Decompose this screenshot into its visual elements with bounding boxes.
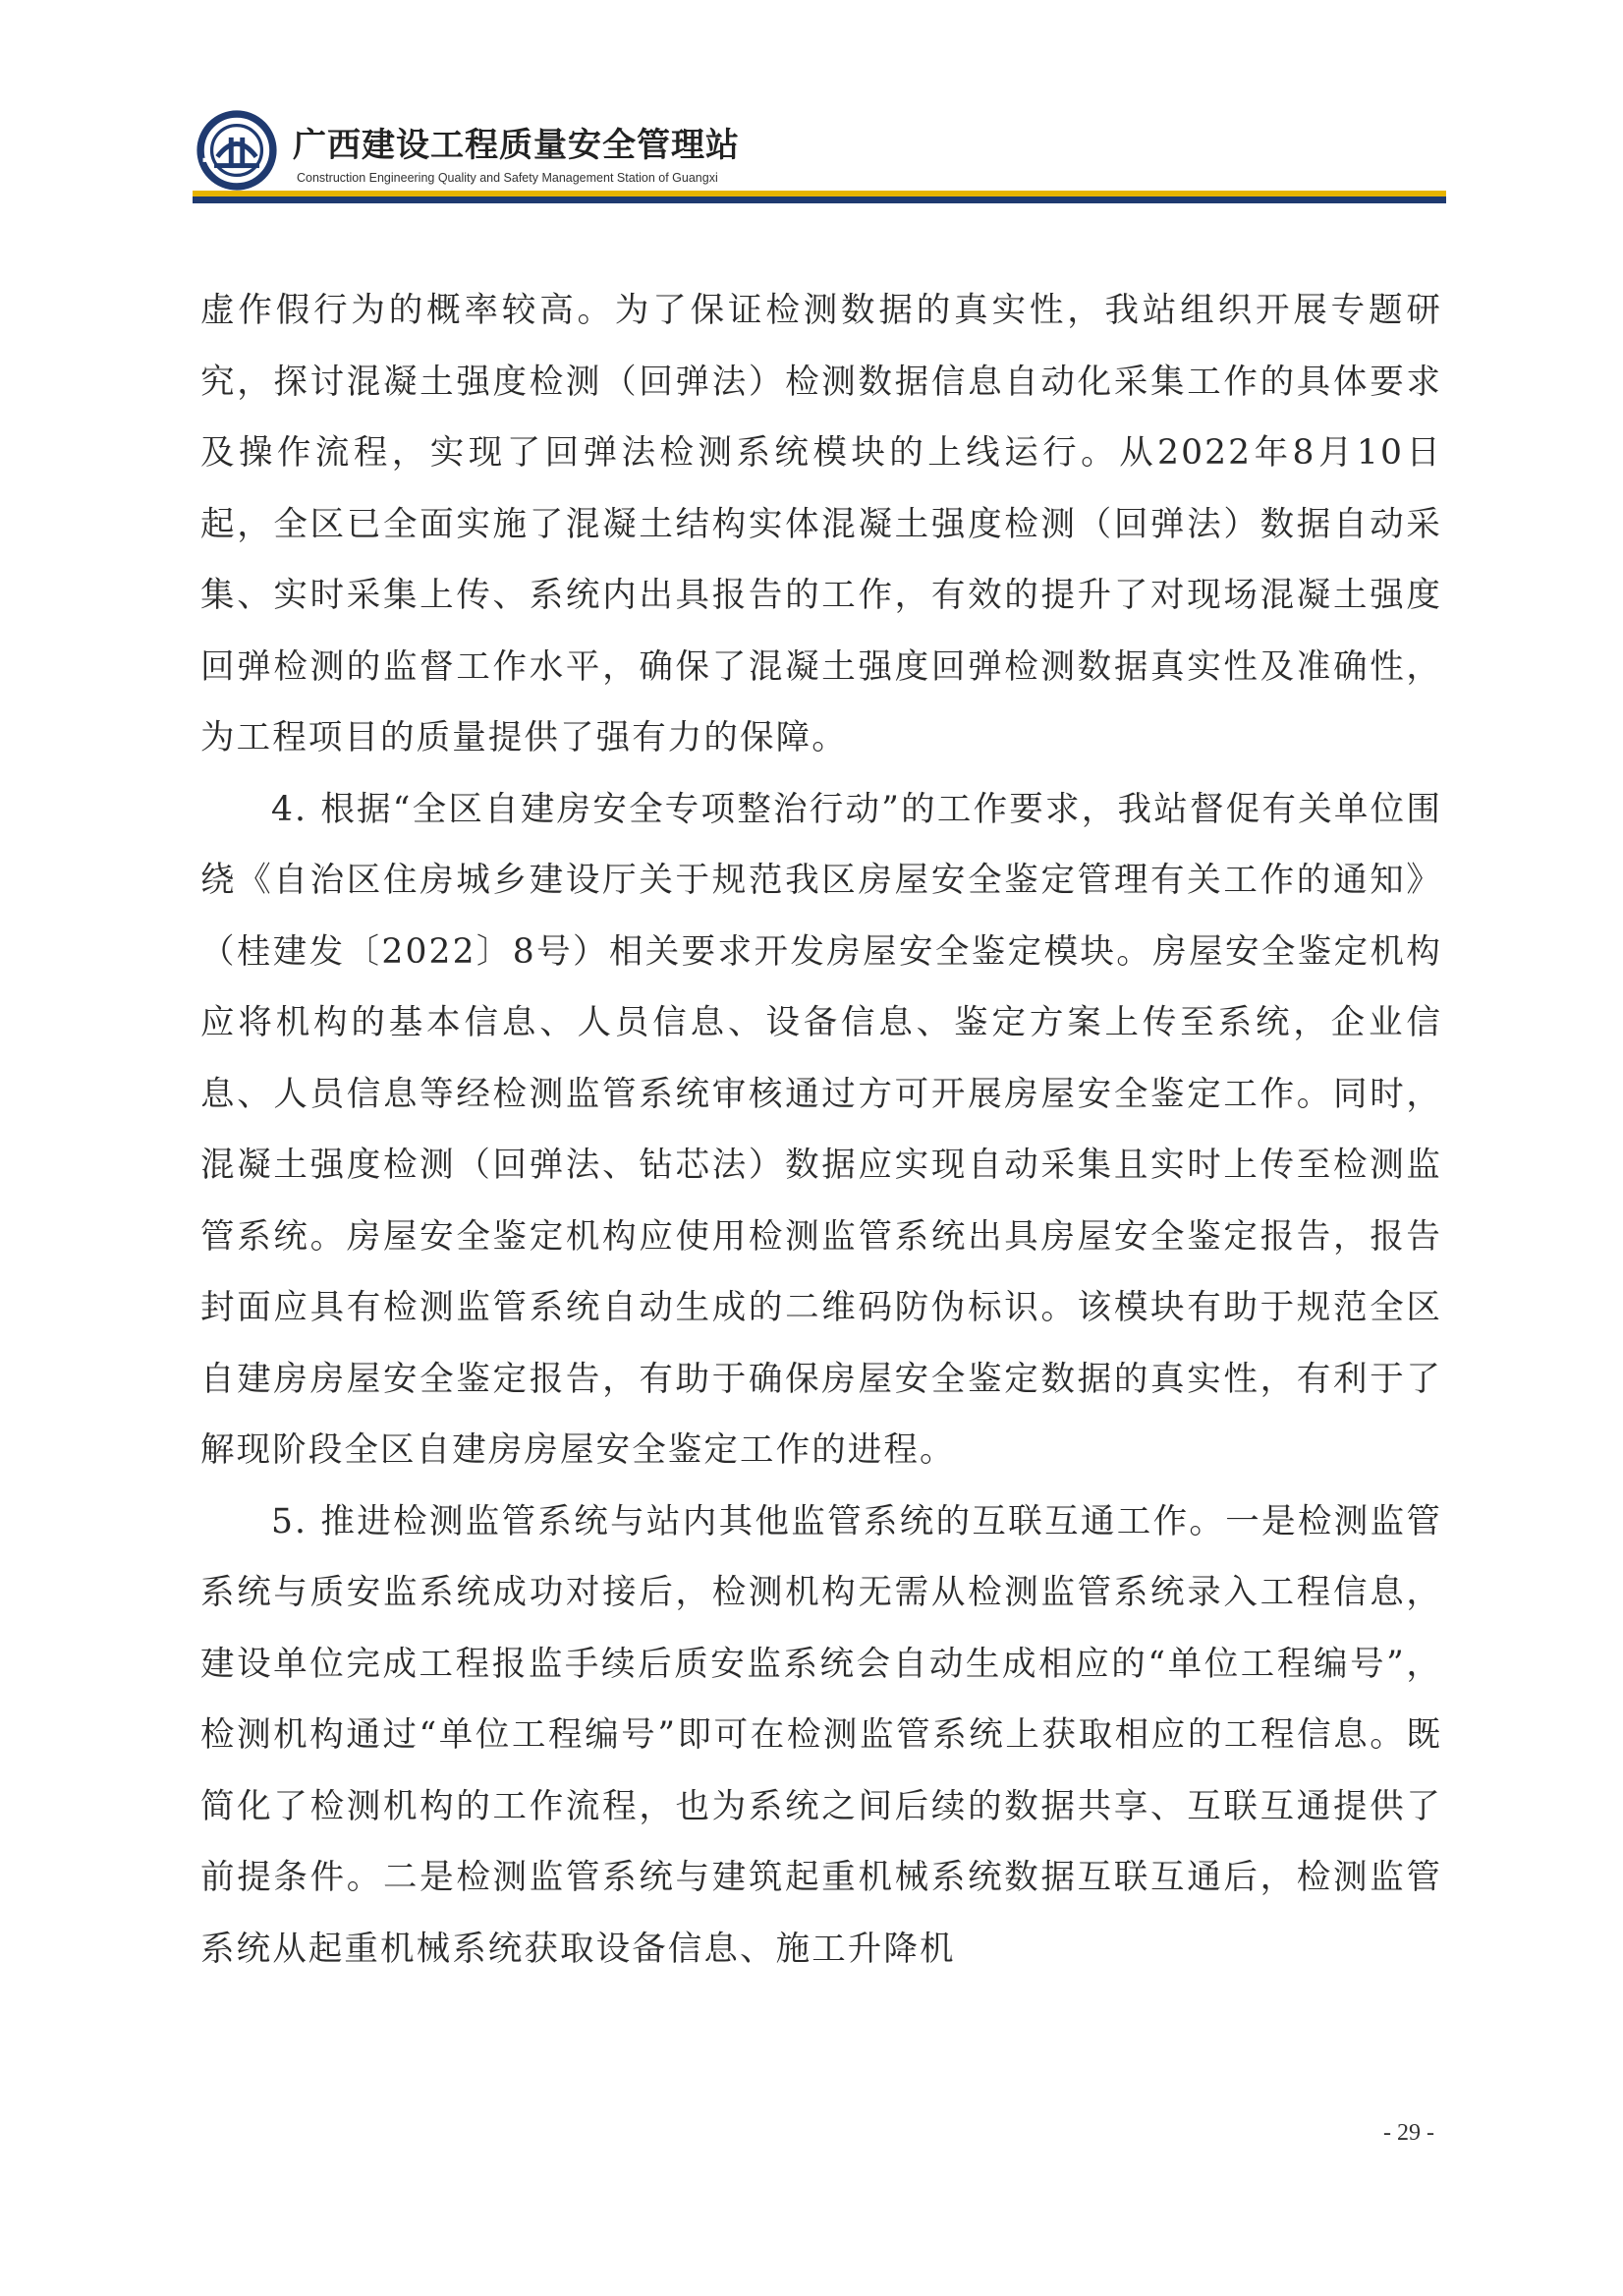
organization-name: 广西建设工程质量安全管理站 [293, 126, 740, 165]
document-body [200, 275, 1442, 1985]
body-paragraph: 虚作假行为的概率较高。为了保证检测数据的真实性，我站组织开展专题研究，探讨混凝土强度检测（回弹法）检测数据信息自动化采集工作的具体要求及操作流程，实现了回弹法检测系统模块的上线运行。从2022年8月10日起，全区已全面实施了混凝土结构实体混凝土强度检测（回弹法）数据自动采集、实时采集上传、系统内出具报告的工作，有效的提升了对现场混凝土强度回弹检测的监督工作水平，确保了混凝土强度回弹检测数据真实性及准确性，为工程项目的质量提供了强有力的保障。 [200, 291, 1442, 757]
body-paragraph: 5. 推进检测监管系统与站内其他监管系统的互联互通工作。一是检测监管系统与质安监系统成功对接后，检测机构无需从检测监管系统录入工程信息，建设单位完成工程报监手续后质安监系统会自动生成相应的“单位工程编号”，检测机构通过“单位工程编号”即可在检测监管系统上获取相应的工程信息。既简化了检测机构的工作流程，也为系统之间后续的数据共享、互联互通提供了前提条件。二是检测监管系统与建筑起重机械系统数据互联互通后，检测监管系统从起重机械系统获取设备信息、施工升降机 [200, 1501, 1442, 1969]
body-paragraph: 4. 根据“全区自建房安全专项整治行动”的工作要求，我站督促有关单位围绕《自治区住房城乡建设厅关于规范我区房屋安全鉴定管理有关工作的通知》（桂建发〔2022〕8号）相关要求开发房屋安全鉴定模块。房屋安全鉴定机构应将机构的基本信息、人员信息、设备信息、鉴定方案上传至系统，企业信息、人员信息等经检测监管系统审核通过方可开展房屋安全鉴定工作。同时，混凝土强度检测（回弹法、钻芯法）数据应实现自动采集且实时上传至检测监管系统。房屋安全鉴定机构应使用检测监管系统出具房屋安全鉴定报告，报告封面应具有检测监管系统自动生成的二维码防伪标识。该模块有助于规范全区自建房房屋安全鉴定报告，有助于确保房屋安全鉴定数据的真实性，有利于了解现阶段全区自建房房屋安全鉴定工作的进程。 [200, 789, 1442, 1470]
page-number: - 29 - [1383, 2120, 1434, 2146]
header-rule-bottom [193, 196, 1446, 203]
organization-name-english: Construction Engineering Quality and Safety Management Station of Guangxi [297, 171, 718, 185]
station-logo-icon [196, 110, 277, 191]
page-header [196, 106, 1446, 204]
